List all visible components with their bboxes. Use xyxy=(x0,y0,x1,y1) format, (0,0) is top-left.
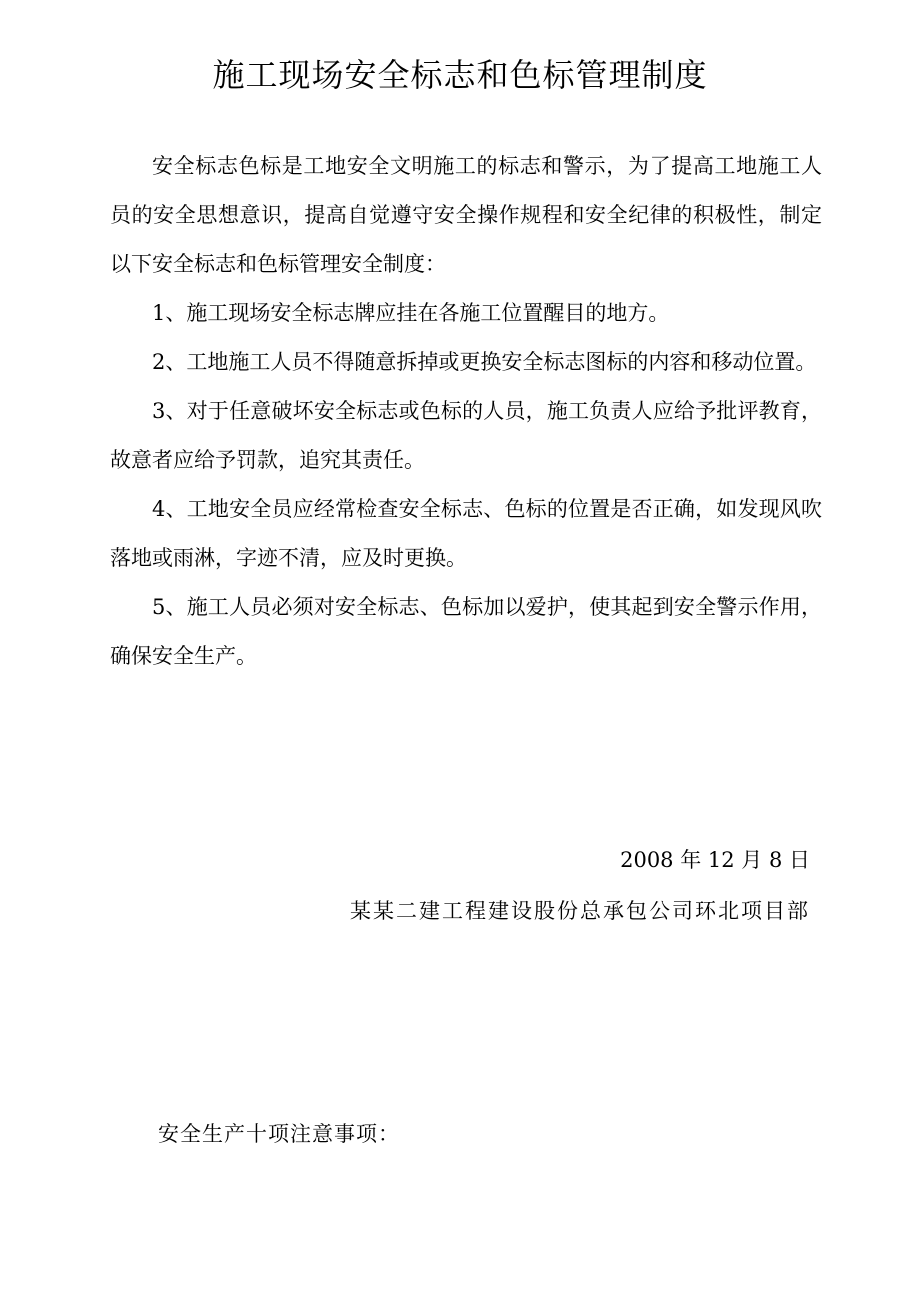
issue-date: 2008 年 12 月 8 日 xyxy=(620,848,810,872)
next-section-heading: 安全生产十项注意事项： xyxy=(158,1122,400,1146)
document-body xyxy=(110,142,822,681)
document-title: 施工现场安全标志和色标管理制度 xyxy=(212,56,708,94)
rule-item-4: 4、工地安全员应经常检查安全标志、色标的位置是否正确，如发现风吹落地或雨淋，字迹不清，应及时更换。 xyxy=(110,497,822,570)
issuing-organization: 某某二建工程建设股份总承包公司环北项目部 xyxy=(350,899,810,923)
rule-item-5: 5、施工人员必须对安全标志、色标加以爱护，使其起到安全警示作用，确保安全生产。 xyxy=(110,595,822,668)
rule-item-2: 2、工地施工人员不得随意拆掉或更换安全标志图标的内容和移动位置。 xyxy=(152,350,817,374)
rule-item-3: 3、对于任意破坏安全标志或色标的人员，施工负责人应给予批评教育，故意者应给予罚款，追究其责任。 xyxy=(110,399,822,472)
rule-item-1: 1、施工现场安全标志牌应挂在各施工位置醒目的地方。 xyxy=(152,301,670,325)
intro-paragraph: 安全标志色标是工地安全文明施工的标志和警示，为了提高工地施工人员的安全思想意识，提高自觉遵守安全操作规程和安全纪律的积极性，制定以下安全标志和色标管理安全制度： xyxy=(110,154,822,276)
